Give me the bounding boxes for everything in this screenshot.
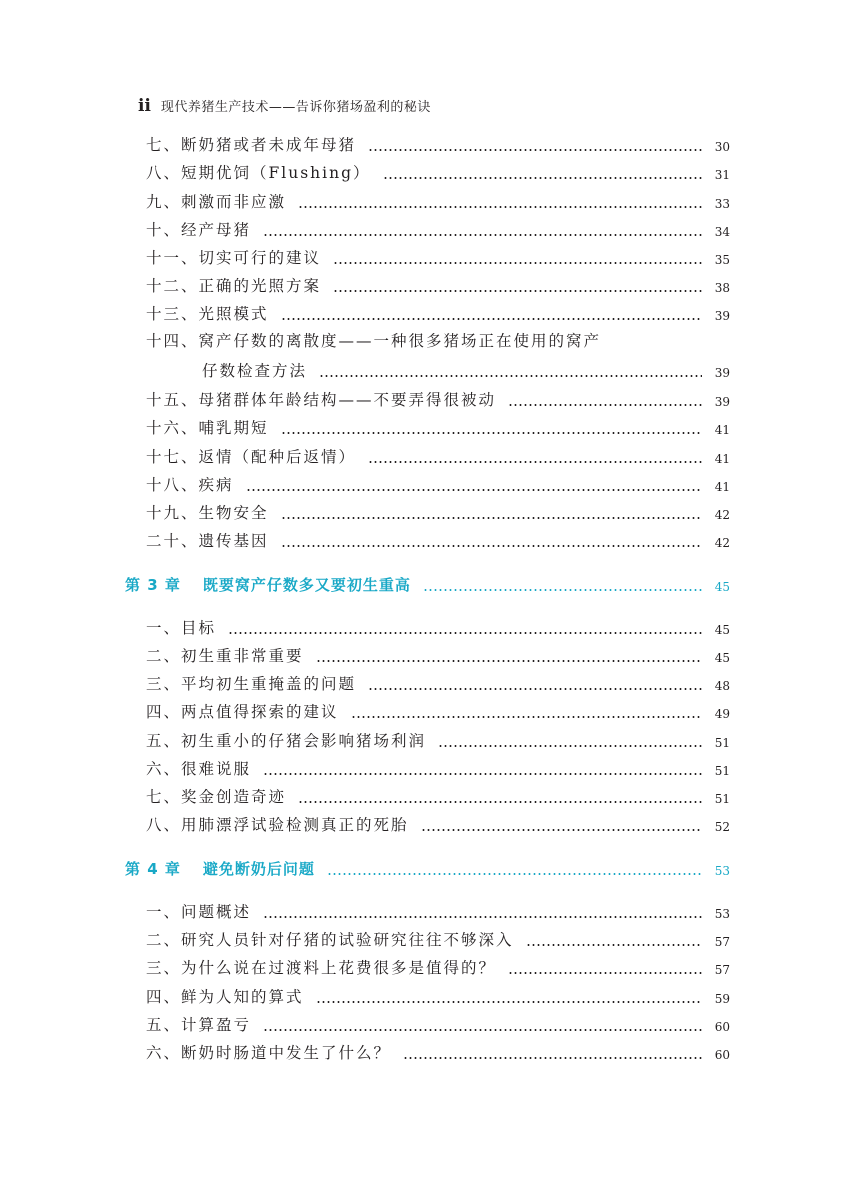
dot-leader [298,206,702,208]
toc-entry-page: 60 [714,1020,730,1034]
toc-entry-label: 二、研究人员针对仔猪的试验研究往往不够深入 [146,931,514,949]
toc-entry[interactable] [202,358,730,382]
toc-entry[interactable] [146,699,730,723]
toc-entry-page: 34 [714,225,730,239]
dot-leader [438,745,702,747]
toc-entry-page: 53 [714,907,730,921]
toc-entry-label: 二十、遗传基因 [146,532,269,550]
dot-leader [281,432,702,434]
running-header [138,96,431,116]
toc-entry[interactable] [146,1012,730,1036]
dot-leader [263,916,702,918]
toc-entry[interactable] [146,643,730,667]
toc-entry-page: 35 [714,253,730,267]
dot-leader [368,461,702,463]
dot-leader [316,660,702,662]
toc-entry-label: 十五、母猪群体年龄结构——不要弄得很被动 [146,391,497,409]
chapter-page: 45 [714,580,730,594]
toc-entry-page: 39 [714,366,730,380]
dot-leader [281,318,702,320]
toc-entry-page: 52 [714,820,730,834]
toc-entry-page: 51 [714,736,730,750]
toc-entry[interactable] [146,387,730,411]
toc-entry-label: 五、计算盈亏 [146,1016,252,1034]
dot-leader [316,1001,702,1003]
toc-entry-page: 45 [714,651,730,665]
toc-entry-page: 31 [714,168,730,182]
toc-entry-label: 二、初生重非常重要 [146,647,304,665]
toc-entry[interactable] [146,301,730,325]
toc-entry-label: 七、奖金创造奇迹 [146,788,287,806]
toc-entry[interactable] [146,728,730,752]
toc-entry-page: 57 [714,935,730,949]
toc-entry-label: 十二、正确的光照方案 [146,277,322,295]
dot-leader [319,375,702,377]
toc-entry[interactable] [146,444,730,468]
chapter-title: 既要窝产仔数多又要初生重高 [202,576,411,594]
toc-entry[interactable] [146,899,730,923]
toc-entry[interactable] [146,984,730,1008]
toc-entry-label: 一、目标 [146,619,217,637]
toc-entry[interactable] [146,189,730,213]
chapter-number: 第 4 章 [125,860,181,878]
toc-entry-page: 45 [714,623,730,637]
toc-entry-label: 十七、返情（配种后返情） [146,448,357,466]
toc-entry[interactable] [146,500,730,524]
toc-entry-label: 六、断奶时肠道中发生了什么？ [146,1044,392,1062]
toc-entry-page: 39 [714,395,730,409]
toc-entry[interactable] [146,812,730,836]
toc-entry-label: 十一、切实可行的建议 [146,249,322,267]
dot-leader [263,1029,702,1031]
chapter-page: 53 [714,864,730,878]
toc-entry-page: 33 [714,197,730,211]
dot-leader [508,972,702,974]
chapter-title: 避免断奶后问题 [202,860,315,878]
toc-entry[interactable] [146,245,730,269]
toc-entry-label-line1[interactable]: 十四、窝产仔数的离散度——一种很多猪场正在使用的窝产 [146,332,602,350]
dot-leader [508,404,702,406]
toc-entry-label: 四、两点值得探索的建议 [146,703,339,721]
toc-entry[interactable] [146,955,730,979]
dot-leader [351,716,702,718]
toc-entry-page: 30 [714,140,730,154]
dot-leader [423,589,702,591]
dot-leader [526,944,702,946]
dot-leader [263,234,702,236]
dot-leader [246,489,702,491]
toc-entry-label: 十八、疾病 [146,476,234,494]
toc-entry-page: 57 [714,963,730,977]
dot-leader [263,773,702,775]
toc-entry[interactable] [146,784,730,808]
toc-entry-page: 49 [714,707,730,721]
toc-entry[interactable] [146,1040,730,1064]
chapter-number: 第 3 章 [125,576,181,594]
toc-entry[interactable] [146,671,730,695]
chapter-heading[interactable] [125,856,730,880]
toc-entry-label-line2: 仔数检查方法 [202,362,308,380]
dot-leader [281,517,702,519]
toc-entry[interactable] [146,217,730,241]
toc-entry[interactable] [146,528,730,552]
dot-leader [421,829,702,831]
toc-entry-label: 七、断奶猪或者未成年母猪 [146,136,357,154]
toc-entry[interactable] [146,132,730,156]
dot-leader [403,1057,702,1059]
dot-leader [383,177,703,179]
toc-entry-label: 八、短期优饲（Flushing） [146,164,371,182]
toc-entry[interactable] [146,927,730,951]
toc-entry-page: 59 [714,992,730,1006]
toc-entry-label: 三、为什么说在过渡料上花费很多是值得的？ [146,959,497,977]
toc-entry-page: 60 [714,1048,730,1062]
toc-entry-label: 十、经产母猪 [146,221,252,239]
dot-leader [368,688,702,690]
toc-entry-label: 十九、生物安全 [146,504,269,522]
toc-entry-label: 四、鲜为人知的算式 [146,988,304,1006]
toc-entry-label: 九、刺激而非应激 [146,193,287,211]
toc-entry-page: 51 [714,792,730,806]
book-title: 现代养猪生产技术——告诉你猪场盈利的秘诀 [160,100,431,115]
toc-entry-page: 41 [714,452,730,466]
dot-leader [368,149,702,151]
dot-leader [333,290,702,292]
toc-entry-page: 42 [714,508,730,522]
toc-entry[interactable] [146,415,730,439]
dot-leader [333,262,702,264]
toc-entry[interactable] [146,472,730,496]
toc-entry-label: 五、初生重小的仔猪会影响猪场利润 [146,732,427,750]
toc-entry[interactable] [146,160,730,184]
toc-entry[interactable] [146,756,730,780]
toc-entry[interactable] [146,273,730,297]
dot-leader [281,545,702,547]
toc-entry-label: 十六、哺乳期短 [146,419,269,437]
toc-entry-page: 41 [714,480,730,494]
toc-entry-page: 38 [714,281,730,295]
chapter-heading[interactable] [125,572,730,596]
dot-leader [327,873,702,875]
toc-entry-page: 41 [714,423,730,437]
toc-entry-page: 39 [714,309,730,323]
toc-entry-label: 一、问题概述 [146,903,252,921]
toc-entry-label: 六、很难说服 [146,760,252,778]
toc-entry-page: 51 [714,764,730,778]
toc-entry-label: 三、平均初生重掩盖的问题 [146,675,357,693]
toc-entry[interactable] [146,615,730,639]
page-number: ⅱ [138,96,151,116]
toc-entry-page: 42 [714,536,730,550]
dot-leader [228,632,702,634]
toc-entry-label: 十三、光照模式 [146,305,269,323]
toc-entry-label: 八、用肺漂浮试验检测真正的死胎 [146,816,409,834]
dot-leader [298,801,702,803]
toc-entry-page: 48 [714,679,730,693]
